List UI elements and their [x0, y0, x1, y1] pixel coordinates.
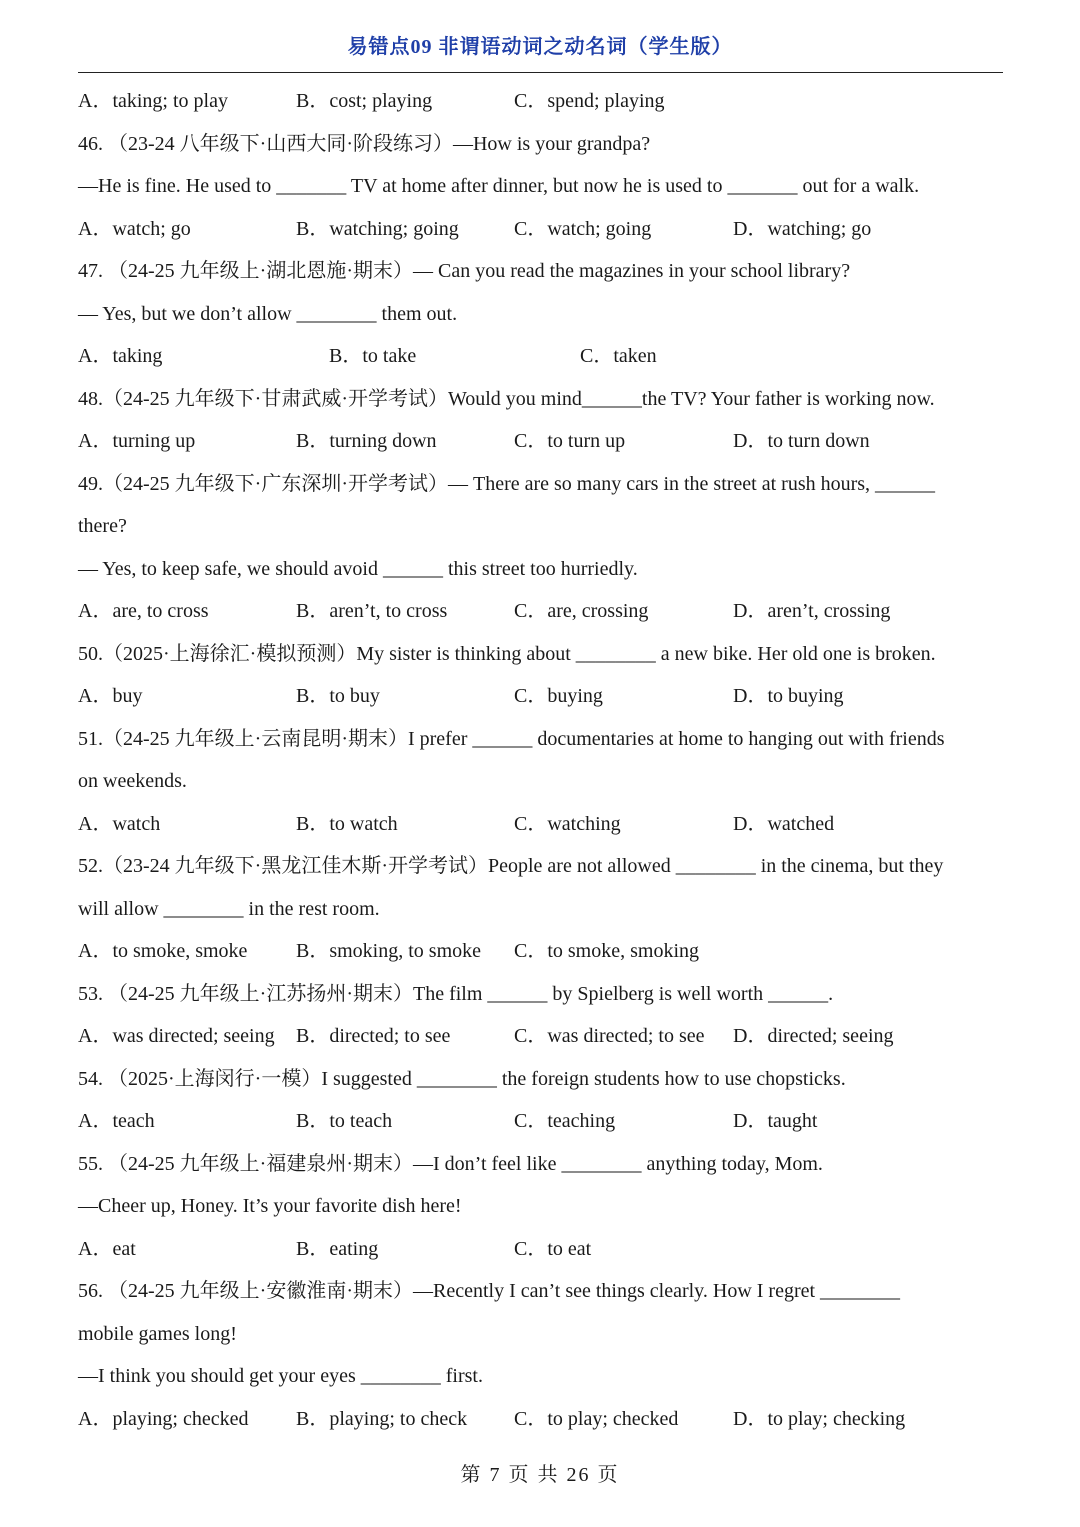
q53-option-c: C．was directed; to see [514, 1025, 705, 1047]
q49-option-b: B．aren’t, to cross [296, 600, 448, 622]
q54-option-a: A．teach [78, 1110, 155, 1132]
q56-option-c: C．to play; checked [514, 1407, 679, 1430]
q48-option-a: A．turning up [78, 430, 196, 452]
q49-option-a: A．are, to cross [78, 600, 209, 622]
q48-option-b: B．turning down [296, 430, 437, 452]
q50-stem: 50.（2025·上海徐汇·模拟预测）My sister is thinking about ________ a new bike. Her old one is broken. [78, 642, 936, 665]
q51-option-c: C．watching [514, 812, 621, 835]
q49-line2: there? [78, 515, 127, 537]
q45-option-c: C．spend; playing [514, 90, 665, 112]
q55-line2: —Cheer up, Honey. It’s your favorite dish here! [78, 1195, 462, 1217]
q48-options [78, 420, 1003, 463]
q56-stem: 56. （24-25 九年级上·安徽淮南·期末）—Recently I can’t see things clearly. How I regret ________ [78, 1280, 901, 1302]
q55-options [78, 1228, 1003, 1271]
q53-option-d: D．directed; seeing [733, 1025, 894, 1047]
q52-line2: will allow ________ in the rest room. [78, 897, 380, 920]
question-list [78, 80, 1003, 1440]
q50-option-d: D．to buying [733, 685, 844, 707]
q52-option-c: C．to smoke, smoking [514, 940, 700, 962]
q46-option-d: D．watching; go [733, 217, 872, 240]
q46-option-b: B．watching; going [296, 217, 459, 240]
q54-option-c: C．teaching [514, 1110, 616, 1132]
q49-option-d: D．aren’t, crossing [733, 600, 891, 622]
q52-stem: 52.（23-24 九年级下·黑龙江佳木斯·开学考试）People are not allowed ________ in the cinema, but they [78, 855, 944, 877]
q45-option-b: B．cost; playing [296, 90, 433, 112]
q46-option-c: C．watch; going [514, 217, 652, 240]
q51-stem: 51.（24-25 九年级上·云南昆明·期末）I prefer ______ documentaries at home to hanging out with friends [78, 727, 945, 750]
q46-stem: 46. （23-24 八年级下·山西大同·阶段练习）—How is your grandpa? [78, 132, 651, 155]
q47-stem: 47. （24-25 九年级上·湖北恩施·期末）— Can you read the magazines in your school library? [78, 260, 851, 282]
q48-option-c: C．to turn up [514, 430, 626, 452]
q49-options [78, 590, 1003, 633]
q45-options [78, 80, 1003, 123]
q56-options [78, 1398, 1003, 1441]
q55-option-a: A．eat [78, 1237, 136, 1260]
q51-line2: on weekends. [78, 770, 187, 792]
q49-line3: — Yes, to keep safe, we should avoid ______ this street too hurriedly. [78, 557, 638, 580]
q46-option-a: A．watch; go [78, 217, 191, 240]
q54-stem: 54. （2025·上海闵行·一模）I suggested ________ the foreign students how to use chopsticks. [78, 1067, 846, 1090]
q49-option-c: C．are, crossing [514, 600, 649, 622]
q52-option-a: A．to smoke, smoke [78, 940, 248, 962]
q48-stem: 48.（24-25 九年级下·甘肃武威·开学考试）Would you mind______the TV? Your father is working now. [78, 387, 935, 410]
q53-options [78, 1015, 1003, 1058]
q50-option-b: B．to buy [296, 685, 380, 707]
q55-option-b: B．eating [296, 1237, 379, 1260]
q50-option-c: C．buying [514, 685, 603, 707]
header-divider [78, 72, 1003, 73]
q54-option-b: B．to teach [296, 1110, 393, 1132]
q47-line2: — Yes, but we don’t allow ________ them out. [78, 302, 458, 325]
q51-option-b: B．to watch [296, 812, 398, 835]
q51-option-a: A．watch [78, 812, 161, 835]
q56-option-d: D．to play; checking [733, 1407, 906, 1430]
q47-option-b: B．to take [329, 345, 417, 367]
q47-option-c: C．taken [580, 345, 657, 367]
q47-options [78, 335, 1003, 378]
q56-option-a: A．playing; checked [78, 1407, 249, 1430]
q51-options [78, 803, 1003, 846]
q51-option-d: D．watched [733, 812, 835, 835]
q56-line3: —I think you should get your eyes ________ first. [78, 1365, 483, 1387]
q56-line2: mobile games long! [78, 1322, 237, 1345]
q56-option-b: B．playing; to check [296, 1407, 468, 1430]
q53-stem: 53. （24-25 九年级上·江苏扬州·期末）The film ______ by Spielberg is well worth ______. [78, 982, 834, 1005]
q46-options [78, 208, 1003, 251]
q46-line2: —He is fine. He used to _______ TV at home after dinner, but now he is used to _______ out for a walk. [78, 175, 920, 197]
page-header-title: 易错点09 非谓语动词之动名词（学生版） [347, 36, 733, 58]
q52-option-b: B．smoking, to smoke [296, 940, 482, 962]
q54-options [78, 1100, 1003, 1143]
q55-stem: 55. （24-25 九年级上·福建泉州·期末）—I don’t feel like ________ anything today, Mom. [78, 1152, 823, 1175]
q47-option-a: A．taking [78, 345, 163, 367]
page-number: 第 7 页 共 26 页 [460, 1464, 620, 1486]
q50-options [78, 675, 1003, 718]
q50-option-a: A．buy [78, 685, 143, 707]
q45-option-a: A．taking; to play [78, 90, 228, 112]
q54-option-d: D．taught [733, 1110, 818, 1132]
q55-option-c: C．to eat [514, 1237, 592, 1260]
q52-options [78, 930, 1003, 973]
q53-option-b: B．directed; to see [296, 1025, 451, 1047]
q49-stem: 49.（24-25 九年级下·广东深圳·开学考试）— There are so many cars in the street at rush hours, ______ [78, 472, 936, 495]
q53-option-a: A．was directed; seeing [78, 1025, 275, 1047]
q48-option-d: D．to turn down [733, 430, 870, 452]
